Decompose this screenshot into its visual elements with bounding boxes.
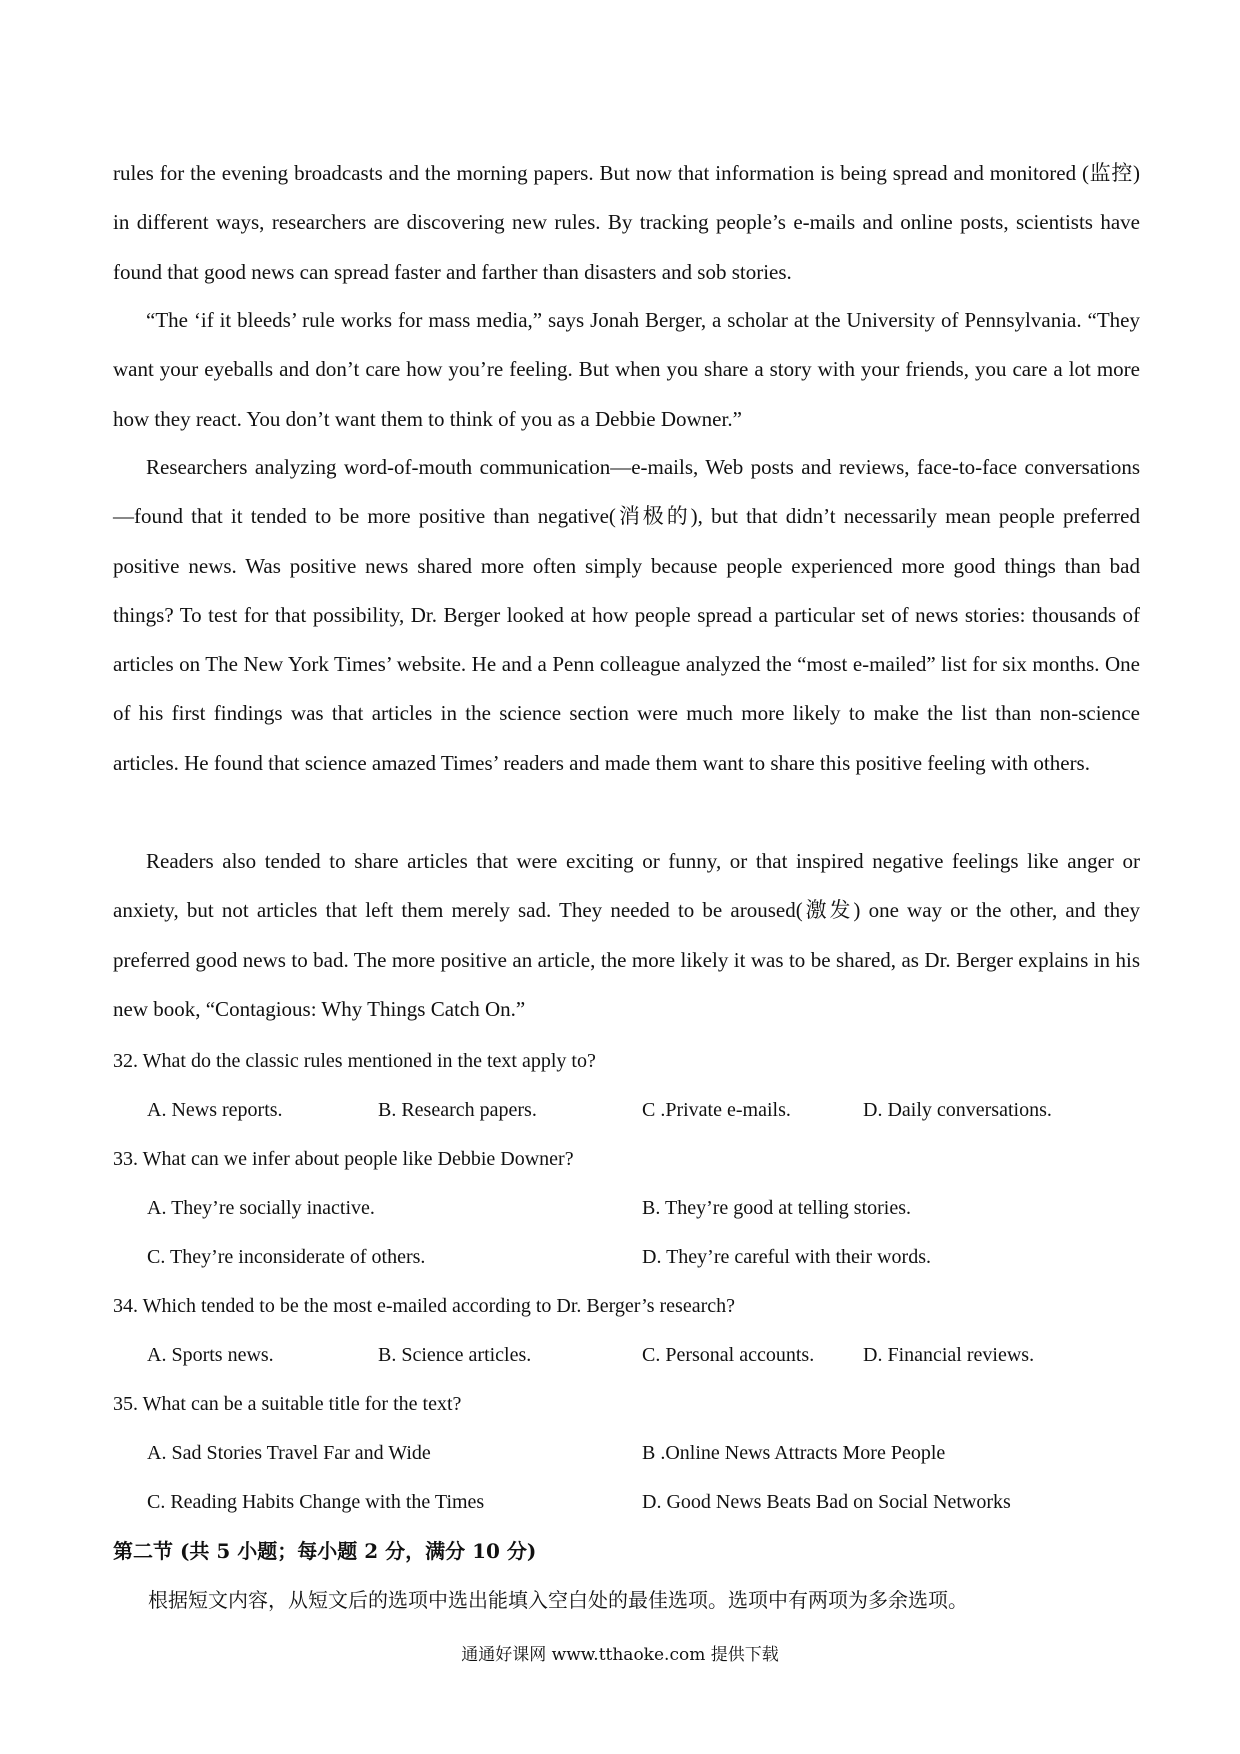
passage-paragraph-1: rules for the evening broadcasts and the morning papers. But now that information is being spread and monitored (监控) in different ways, researchers are discovering new rules. By tracking people’s e-mails and online posts, scientists have found that good news can spread faster and farther than disasters and sob stories. [113, 161, 1140, 284]
question-35-option-a: A. Sad Stories Travel Far and Wide [147, 1442, 431, 1464]
question-33-stem: 33. What can we infer about people like Debbie Downer? [113, 1148, 574, 1170]
question-34-option-b: B. Science articles. [378, 1344, 532, 1366]
page-footer: 通通好课网 www.tthaoke.com 提供下载 [461, 1645, 779, 1665]
question-32-stem: 32. What do the classic rules mentioned in the text apply to? [113, 1050, 596, 1072]
question-32-option-a: A. News reports. [147, 1099, 283, 1121]
question-34-stem: 34. Which tended to be the most e-mailed according to Dr. Berger’s research? [113, 1295, 736, 1317]
question-35-option-d: D. Good News Beats Bad on Social Networks [642, 1491, 1011, 1513]
question-32-option-d: D. Daily conversations. [863, 1099, 1052, 1121]
question-32-option-c: C .Private e-mails. [642, 1099, 791, 1121]
question-35-option-c: C. Reading Habits Change with the Times [147, 1491, 485, 1513]
question-33-option-c: C. They’re inconsiderate of others. [147, 1246, 426, 1268]
passage-paragraph-4: Readers also tended to share articles that were exciting or funny, or that inspired negative feelings like anger or anxiety, but not articles that left them merely sad. They needed to be aroused(激发) one way or the other, and they preferred good news to bad. The more positive an article, the more likely it was to be shared, as Dr. Berger explains in his new book, “Contagious: Why Things Catch On.” [113, 849, 1140, 1021]
question-35-stem: 35. What can be a suitable title for the text? [113, 1393, 462, 1415]
question-33-option-a: A. They’re socially inactive. [147, 1197, 375, 1219]
section-instruction: 根据短文内容，从短文后的选项中选出能填入空白处的最佳选项。选项中有两项为多余选项。 [148, 1588, 968, 1612]
question-34-option-c: C. Personal accounts. [642, 1344, 815, 1366]
question-33-option-d: D. They’re careful with their words. [642, 1246, 931, 1268]
question-32-option-b: B. Research papers. [378, 1099, 537, 1121]
question-34-option-d: D. Financial reviews. [863, 1344, 1035, 1366]
passage-paragraph-3: Researchers analyzing word-of-mouth communication—e-mails, Web posts and reviews, face-to-face conversations—found that it tended to be more positive than negative(消极的), but that didn’t necessarily mean people preferred positive news. Was positive news shared more often simply because people experienced more good things than bad things? To test for that possibility, Dr. Berger looked at how people spread a particular set of news stories: thousands of articles on The New York Times’ website. He and a Penn colleague analyzed the “most e-mailed” list for six months. One of his first findings was that articles in the science section were much more likely to make the list than non-science articles. He found that science amazed Times’ readers and made them want to share this positive feeling with others. [113, 455, 1140, 775]
question-33-option-b: B. They’re good at telling stories. [642, 1197, 912, 1219]
passage-paragraph-2: “The ‘if it bleeds’ rule works for mass media,” says Jonah Berger, a scholar at the University of Pennsylvania. “They want your eyeballs and don’t care how you’re feeling. But when you share a story with your friends, you care a lot more how they react. You don’t want them to think of you as a Debbie Downer.” [113, 308, 1140, 431]
question-34-option-a: A. Sports news. [147, 1344, 274, 1366]
section-heading: 第二节 (共 5 小题；每小题 2 分，满分 10 分) [113, 1539, 537, 1563]
question-35-option-b: B .Online News Attracts More People [642, 1442, 946, 1464]
